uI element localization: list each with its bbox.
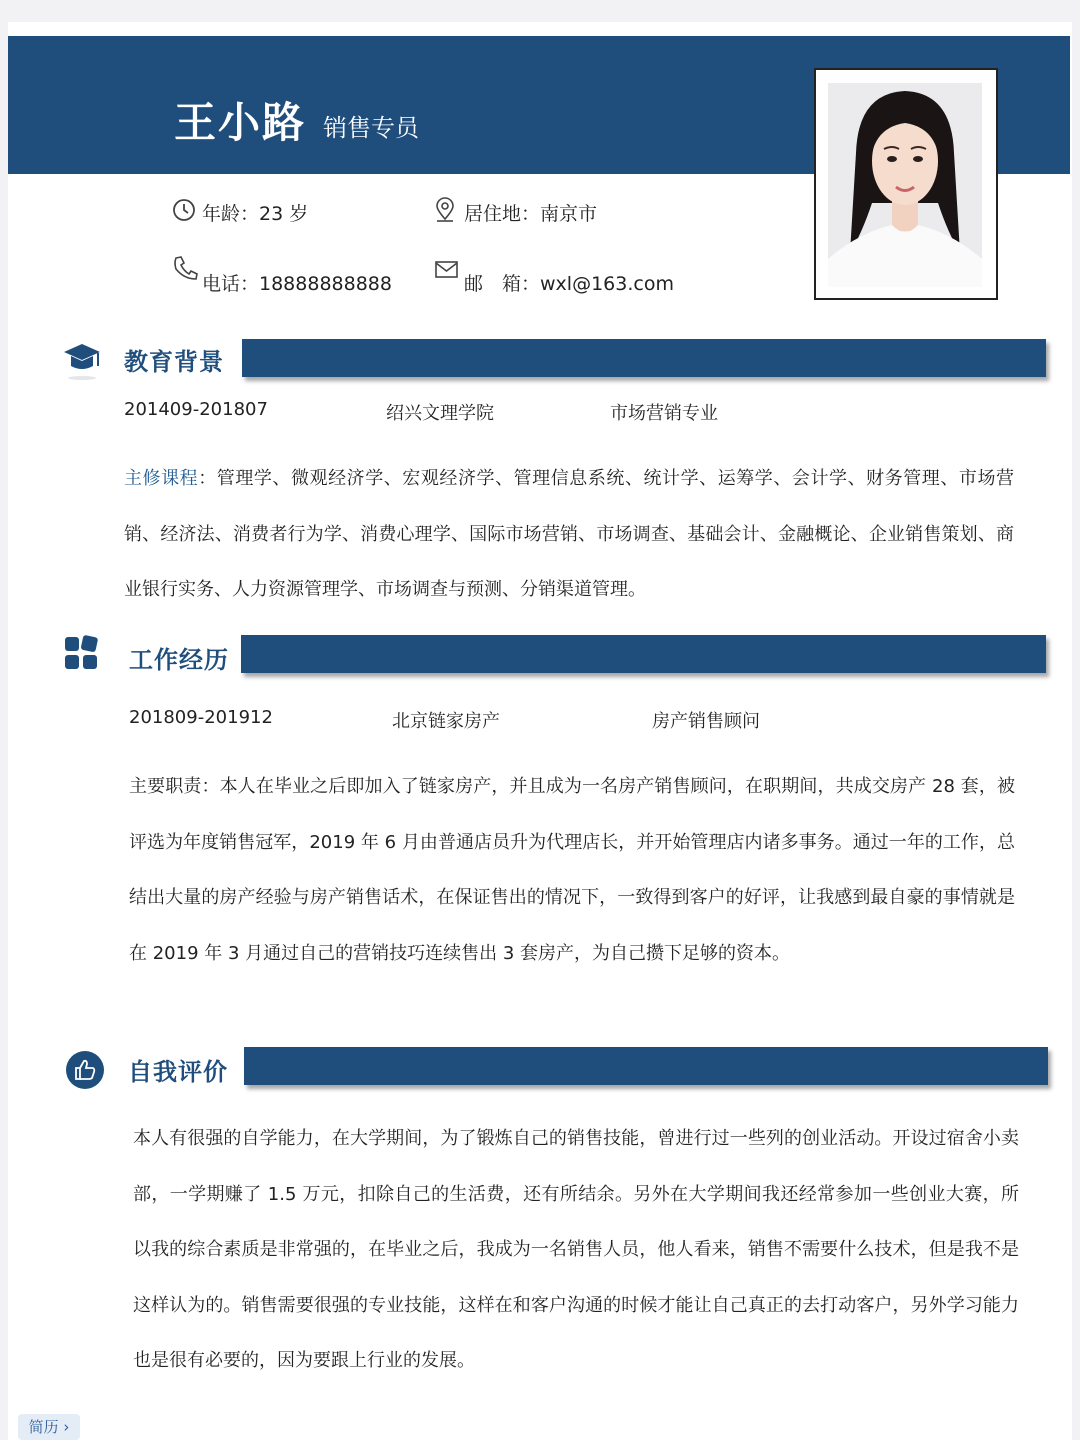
work-company: 北京链家房产 xyxy=(392,711,500,732)
grid-apps-icon xyxy=(62,634,102,674)
work-position: 房产销售顾问 xyxy=(652,711,760,732)
education-heading-bar xyxy=(242,339,1046,377)
work-duties: 主要职责：本人在毕业之后即加入了链家房产，并且成为一名房产销售顾问，在职期间，共成交房产 28 套，被评选为年度销售冠军，2019 年 6 月由普通店员升为代理店长，并开始管理店内诸多事务。通过一年的工作，总结出大量的房产经验与房产销售话术，在保证售出的情况下，一致得到客户的好评，让我感到最自豪的事情就是在 2019 年 3 月通过自己的营销技巧连续售出 3 套房产，为自己攒下足够的资本。 xyxy=(129,776,1015,964)
education-major: 市场营销专业 xyxy=(610,403,718,424)
phone-icon xyxy=(172,255,198,281)
self-eval-text: 本人有很强的自学能力，在大学期间，为了锻炼自己的销售技能，曾进行过一些列的创业活动。开设过宿舍小卖部，一学期赚了 1.5 万元，扣除自己的生活费，还有所结余。另外在大学期间我还经常参加一些创业大赛，所以我的综合素质是非常强的，在毕业之后，我成为一名销售人员，他人看来，销售不需要什么技术，但是我不是这样认为的。销售需要很强的专业技能，这样在和客户沟通的时候才能让自己真正的去打动客户，另外学习能力也是很有必要的，因为要跟上行业的发展。 xyxy=(133,1128,1019,1371)
education-courses xyxy=(124,451,1014,618)
work-heading-bar xyxy=(241,635,1046,673)
email-text: 邮 箱：wxl@163.com xyxy=(464,273,674,295)
courses-label: 主修课程 xyxy=(124,468,199,489)
self-eval-heading-bar xyxy=(244,1047,1048,1085)
resume-tab[interactable]: 简历 › xyxy=(18,1414,80,1440)
education-school: 绍兴文理学院 xyxy=(386,403,494,424)
education-period: 201409-201807 xyxy=(124,399,268,420)
candidate-name: 王小路 xyxy=(174,98,307,147)
job-title: 销售专员 xyxy=(323,114,419,142)
profile-photo xyxy=(814,68,998,300)
work-heading: 工作经历 xyxy=(129,646,229,674)
thumbs-up-icon xyxy=(65,1050,105,1090)
clock-icon xyxy=(172,197,198,223)
location-pin-icon xyxy=(434,197,460,223)
age-text: 年龄：23 岁 xyxy=(202,203,309,225)
residence-text: 居住地：南京市 xyxy=(464,203,598,225)
phone-text: 电话：18888888888 xyxy=(202,273,392,295)
graduation-cap-icon xyxy=(62,340,102,380)
courses-text: ：管理学、微观经济学、宏观经济学、管理信息系统、统计学、运筹学、会计学、财务管理、市场营销、经济法、消费者行为学、消费心理学、国际市场营销、市场调查、基础会计、金融概论、企业销售策划、商业银行实务、人力资源管理学、市场调查与预测、分销渠道管理。 xyxy=(124,468,1015,600)
mail-icon xyxy=(434,257,460,283)
work-period: 201809-201912 xyxy=(129,707,273,728)
portrait-image xyxy=(828,83,982,287)
education-heading: 教育背景 xyxy=(124,348,224,376)
self-eval-heading: 自我评价 xyxy=(128,1058,228,1086)
